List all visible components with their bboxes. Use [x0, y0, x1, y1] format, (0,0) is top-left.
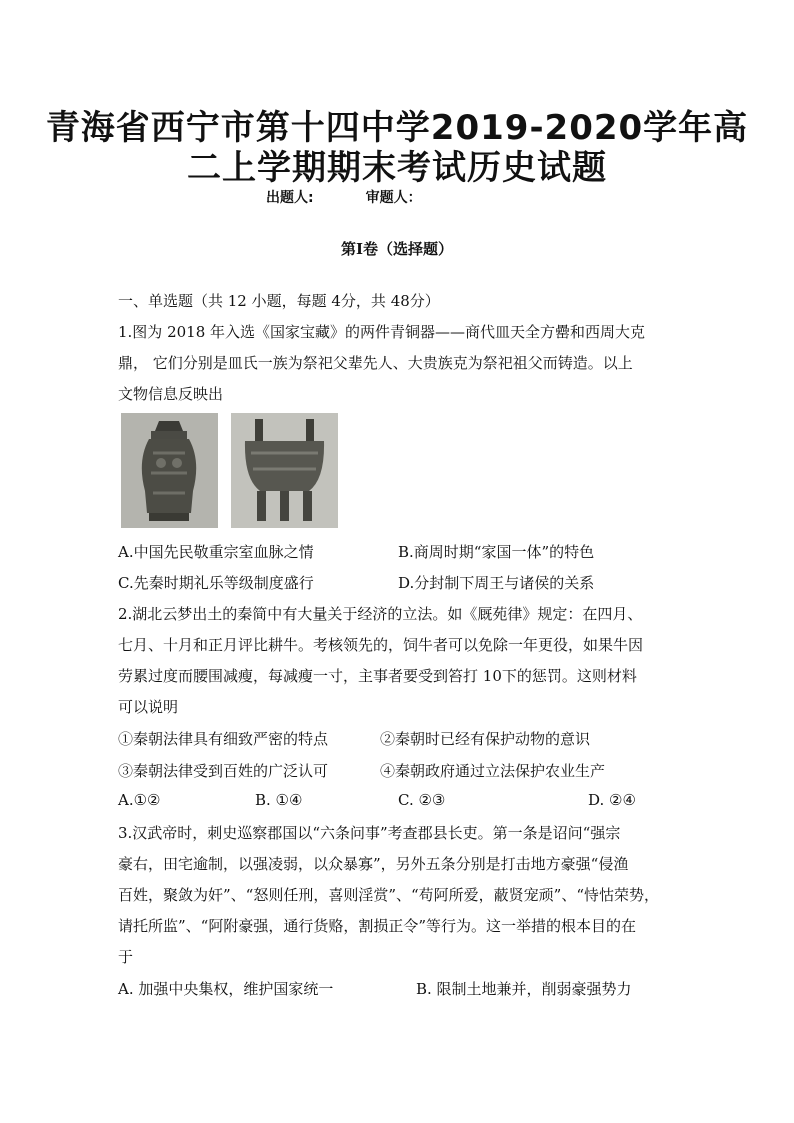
- question-2-line-3: 劳累过度而腰围减瘦，每减瘦一寸，主事者要受到笞打 10下的惩罚。这则材料: [118, 667, 637, 685]
- question-2-line-4: 可以说明: [118, 698, 179, 716]
- question-1-line-3: 文物信息反映出: [118, 385, 224, 403]
- question-2-statement-4: ④秦朝政府通过立法保护农业生产: [380, 762, 606, 780]
- bronze-fanglei-photo: [121, 413, 218, 528]
- question-3-line-2: 豪右，田宅逾制，以强凌弱，以众暴寡”，另外五条分别是打击地方豪强“侵渔: [118, 855, 629, 873]
- question-1-line-1: 1.图为 2018 年入选《国家宝藏》的两件青铜器——商代皿天全方罍和西周大克: [118, 323, 646, 341]
- question-3-line-1: 3.汉武帝时，刺史巡察郡国以“六条问事”考查郡县长吏。第一条是诏问“强宗: [118, 824, 621, 842]
- question-2-option-d: D. ②④: [588, 791, 636, 809]
- question-2-option-c: C. ②③: [398, 791, 446, 809]
- question-3-option-a: A. 加强中央集权，维护国家统一: [118, 980, 334, 998]
- question-2-statement-1: ①秦朝法律具有细致严密的特点: [118, 730, 329, 748]
- reviewer-label: 审题人：: [365, 190, 422, 206]
- question-3-line-3: 百姓，聚敛为奸”、“怒则任刑，喜则淫赏”、“苟阿所爱，蔽贤宠顽”、“恃怙荣势，: [118, 886, 660, 904]
- question-1-line-2: 鼎， 它们分别是皿氏一族为祭祀父辈先人、大贵族克为祭祀祖父而铸造。以上: [118, 354, 633, 372]
- question-3-line-5: 于: [118, 948, 134, 966]
- question-1-option-a: A.中国先民敬重宗室血脉之情: [118, 543, 314, 561]
- question-3-option-b: B. 限制土地兼并，削弱豪强势力: [416, 980, 632, 998]
- question-1-option-b: B.商周时期“家国一体”的特色: [398, 543, 595, 561]
- question-2-line-2: 七月、十月和正月评比耕牛。考核领先的，饲牛者可以免除一年更役，如果牛因: [118, 636, 644, 654]
- question-2-option-a: A.①②: [118, 791, 161, 809]
- question-2-line-1: 2.湖北云梦出土的秦简中有大量关于经济的立法。如《厩苑律》规定：在四月、: [118, 605, 643, 623]
- document-title-line-2: 二上学期期末考试历史试题: [187, 148, 607, 188]
- question-1-option-d: D.分封制下周王与诸侯的关系: [398, 574, 595, 592]
- document-title-line-1: 青海省西宁市第十四中学2019-2020学年高: [45, 108, 749, 148]
- instructions: 一、单选题（共 12 小题，每题 4分，共 48分）: [118, 292, 440, 310]
- bronze-ding-photo: [231, 413, 338, 528]
- setter-label: 出题人:: [266, 190, 314, 206]
- question-2-statement-2: ②秦朝时已经有保护动物的意识: [380, 730, 591, 748]
- question-3-line-4: 请托所监”、“阿附豪强，通行货赂，割损正令”等行为。这一举措的根本目的在: [118, 917, 637, 935]
- question-2-statement-3: ③秦朝法律受到百姓的广泛认可: [118, 762, 329, 780]
- section-heading: 第Ⅰ卷（选择题）: [340, 240, 454, 258]
- question-1-option-c: C.先秦时期礼乐等级制度盛行: [118, 574, 314, 592]
- author-info: [266, 187, 422, 207]
- question-2-option-b: B. ①④: [255, 791, 303, 809]
